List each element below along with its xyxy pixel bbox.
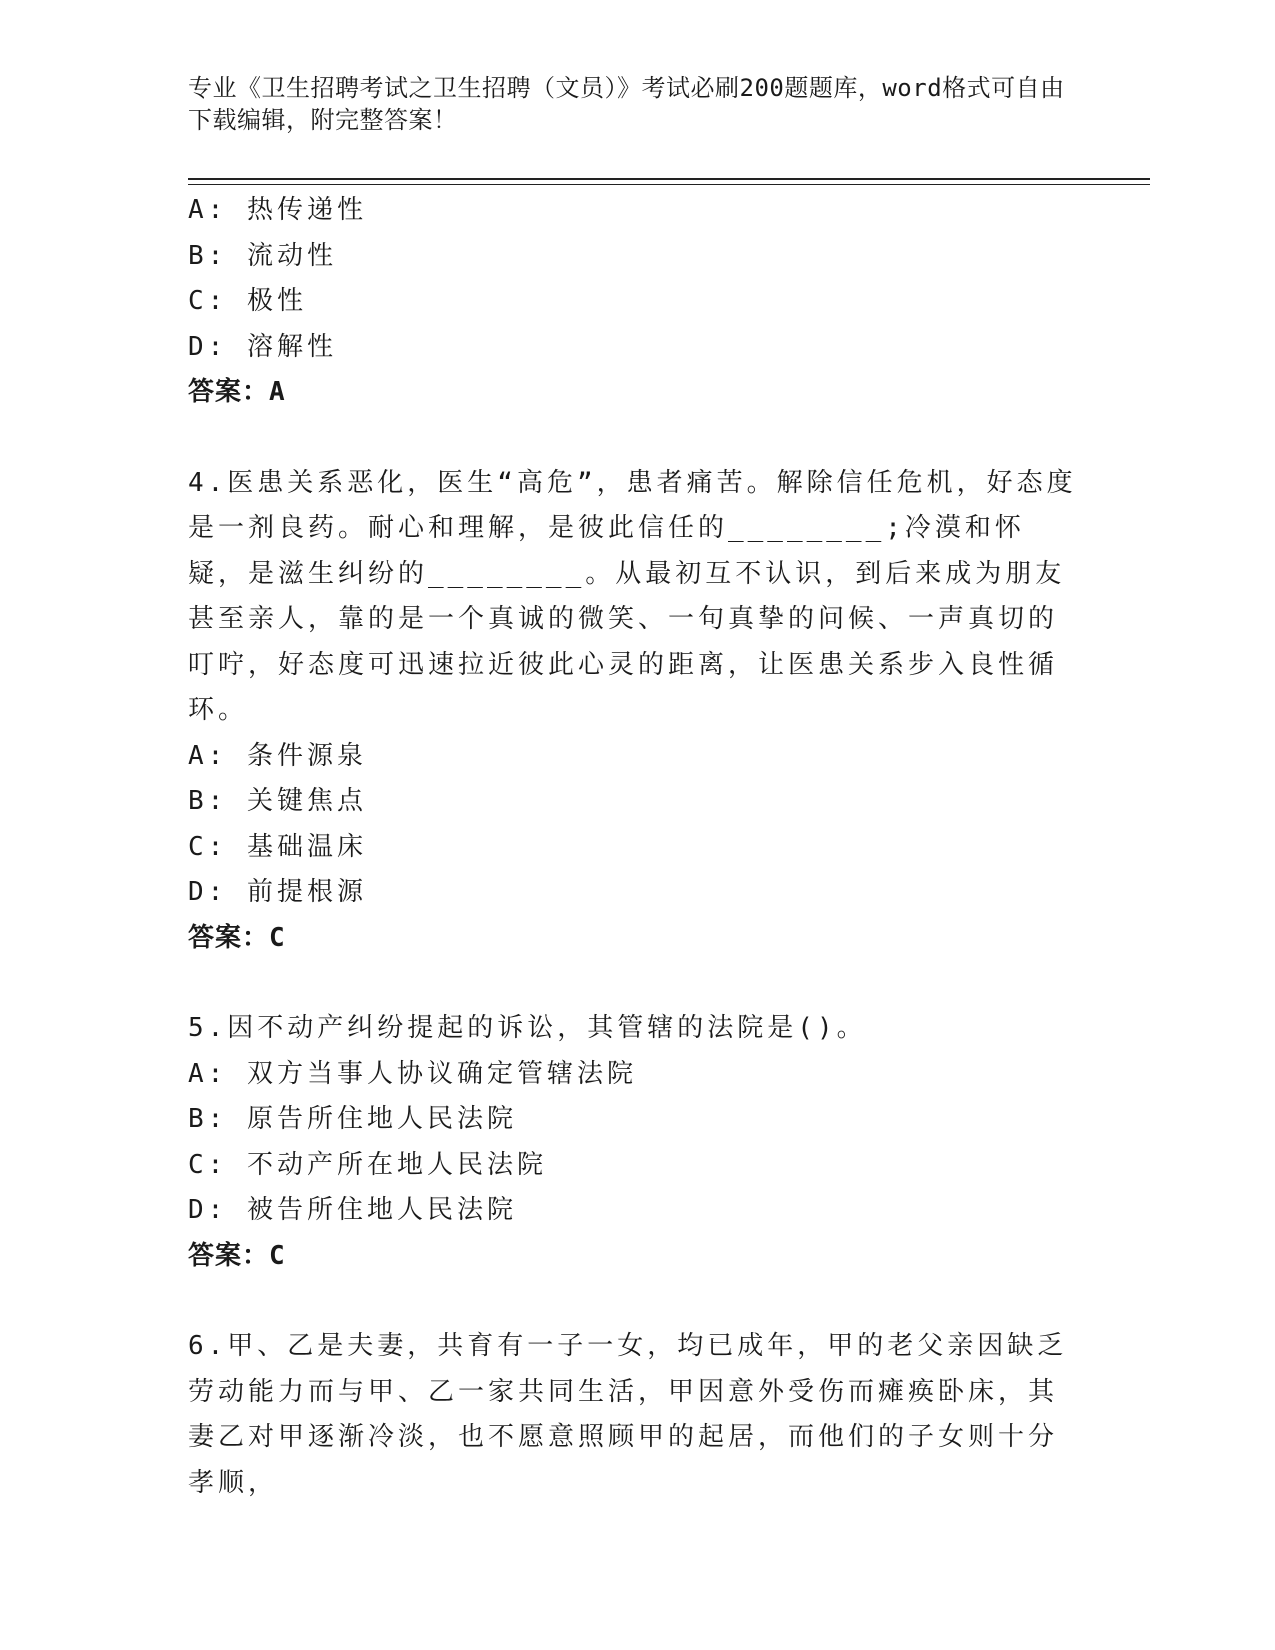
answer-line: 答案：C [188,922,286,953]
option-c: C: 基础温床 [188,831,367,862]
question-3 [188,188,1088,416]
option-c: C: 极性 [188,286,307,316]
header-divider [188,178,1150,185]
question-stem: 6.甲、乙是夫妻，共育有一子一女，均已成年，甲的老父亲因缺乏劳动能力而与甲、乙一家共同生活，甲因意外受伤而瘫痪卧床，其妻乙对甲逐渐冷淡，也不愿意照顾甲的起居，而他们的子女则十分孝顺， [188,1331,1068,1498]
question-list [188,188,1088,1506]
page-header [188,72,1068,136]
option-a: A: 双方当事人协议确定管辖法院 [188,1058,637,1089]
option-d: D: 前提根源 [188,877,367,907]
question-6 [188,1324,1088,1506]
option-b: B: 原告所住地人民法院 [188,1104,517,1134]
question-4 [188,461,1088,962]
answer-line: 答案：A [188,377,286,407]
option-b: B: 关键焦点 [188,786,367,816]
question-stem: 5.因不动产纠纷提起的诉讼，其管辖的法院是()。 [188,1013,867,1043]
question-stem: 4.医患关系恶化，医生“高危”，患者痛苦。解除信任危机，好态度是一剂良药。耐心和理解，是彼此信任的________;冷漠和怀疑，是滋生纠纷的________。从最初互不认识，到后来成为朋友甚至亲人，靠的是一个真诚的微笑、一句真挚的问候、一声真切的叮咛，好态度可迅速拉近彼此心灵的距离，让医患关系步入良性循环。 [188,467,1077,725]
spacer [188,961,1088,1006]
header-text: 专业《卫生招聘考试之卫生招聘（文员）》考试必刷200题题库，word格式可自由下载编辑，附完整答案！ [188,74,1065,134]
option-c: C: 不动产所在地人民法院 [188,1149,547,1180]
option-d: D: 被告所住地人民法院 [188,1195,517,1225]
question-5 [188,1006,1088,1279]
option-b: B: 流动性 [188,240,337,271]
answer-line: 答案：C [188,1240,286,1271]
option-d: D: 溶解性 [188,331,337,362]
spacer [188,1279,1088,1324]
option-a: A: 条件源泉 [188,740,367,771]
option-a: A: 热传递性 [188,195,367,225]
spacer [188,416,1088,461]
